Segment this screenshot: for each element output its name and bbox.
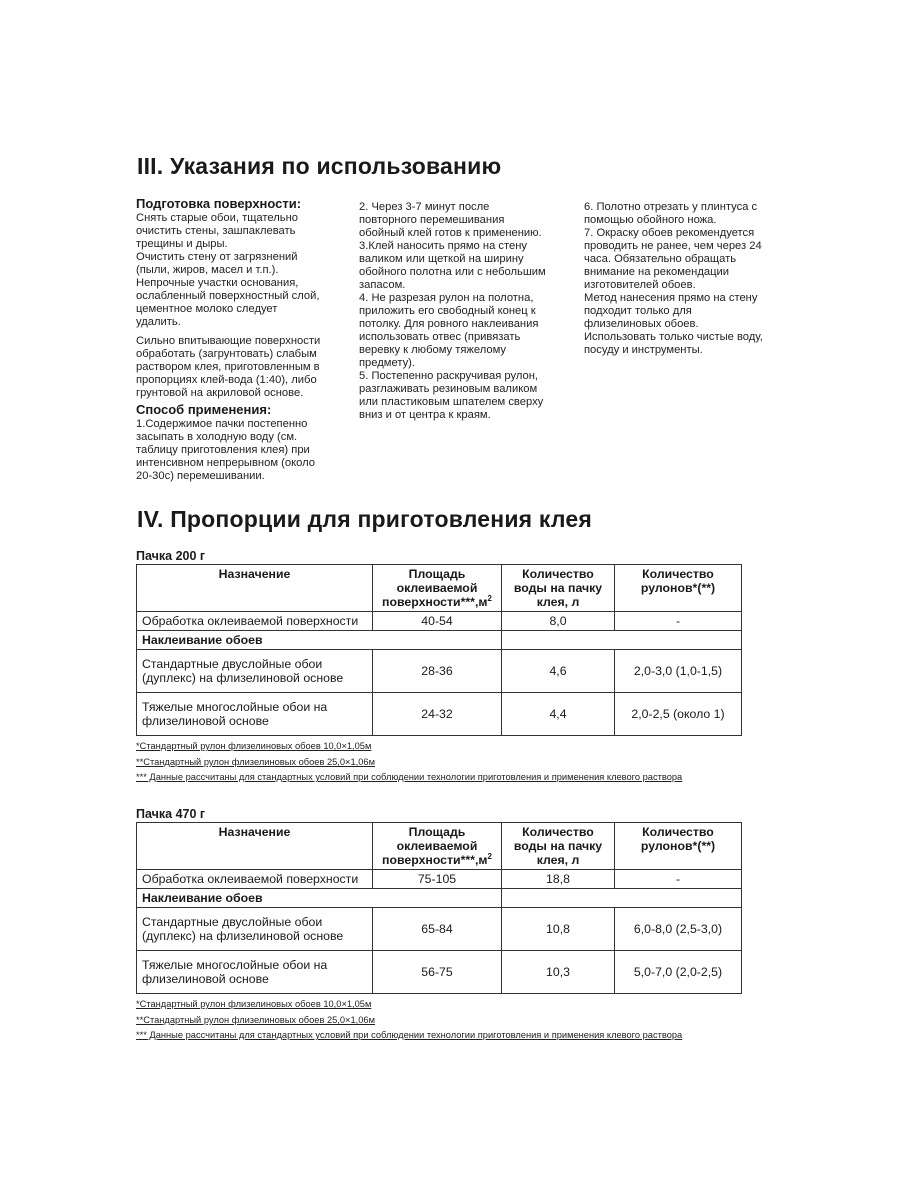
footnote-standard-roll-10: *Стандартный рулон флизелиновых обоев 10,0×1,05м xyxy=(136,741,372,751)
group-label: Наклеивание обоев xyxy=(137,889,502,908)
proportions-table-470 xyxy=(136,822,742,994)
primer-text: Сильно впитывающие поверхности обработать (загрунтовать) слабым раствором клея, приготовленным в пропорциях клей-вода (1:40), либо грунтовой на акриловой основе. xyxy=(136,335,321,399)
group-empty-cell xyxy=(502,889,742,908)
row-name: Обработка оклеиваемой поверхности xyxy=(137,870,373,889)
application-heading: Способ применения: xyxy=(136,402,272,417)
instructions-column-3 xyxy=(584,201,794,363)
row-area: 40-54 xyxy=(373,612,502,631)
table-header-row xyxy=(137,823,742,870)
pack-470-title: Пачка 470 г xyxy=(136,807,206,821)
row-area: 65-84 xyxy=(373,908,502,951)
row-area: 56-75 xyxy=(373,951,502,994)
group-empty-cell xyxy=(502,631,742,650)
row-water: 10,3 xyxy=(502,951,615,994)
row-water: 8,0 xyxy=(502,612,615,631)
group-label: Наклеивание обоев xyxy=(137,631,502,650)
group-row xyxy=(137,889,742,908)
row-water: 18,8 xyxy=(502,870,615,889)
application-steps-6-7: 6. Полотно отрезать у плинтуса с помощью обойного ножа. 7. Окраску обоев рекомендуется проводить не ранее, чем через 24 часа. Обязательно обращать внимание на рекомендации изготовителей обоев. Метод нанесения прямо на стену подходит только для флизелиновых обоев. Использовать только чистые воду, посуду и инструменты. xyxy=(584,201,763,356)
application-step-1: 1.Содержимое пачки постепенно засыпать в холодную воду (см. таблицу приготовления клея) при интенсивном непрерывном (около 20-30с) перемешивании. xyxy=(136,418,315,482)
header-area: Площадь оклеиваемой $поверхности***,м^2$ xyxy=(373,565,502,612)
header-rolls: Количество рулонов*(**) xyxy=(615,823,742,870)
row-rolls: 5,0-7,0 (2,0-2,5) xyxy=(615,951,742,994)
row-area: 24-32 xyxy=(373,693,502,736)
row-water: 10,8 xyxy=(502,908,615,951)
proportions-table-200 xyxy=(136,564,742,736)
table-row xyxy=(137,951,742,994)
row-name: Тяжелые многослойные обои на флизелиновой основе xyxy=(137,693,373,736)
table-row xyxy=(137,870,742,889)
application-steps-2-5: 2. Через 3-7 минут после повторного перемешивания обойный клей готов к применению. 3.Клей наносить прямо на стену валиком или щеткой на ширину обойного полотна или с небольшим запасом. 4. Не разрезая рулон на полотна, приложить его свободный конец к потолку. Для ровного наклеивания использовать отвес (привязать веревку к любому тяжелому предмету). 5. Постепенно раскручивая рулон, разглаживать резиновым валиком или пластиковым шпателем сверху вниз и от центра к краям. xyxy=(359,201,546,421)
row-rolls: 6,0-8,0 (2,5-3,0) xyxy=(615,908,742,951)
table-row xyxy=(137,612,742,631)
instructions-column-1 xyxy=(136,196,346,489)
row-rolls: - xyxy=(615,870,742,889)
footnote-standard-roll-25: **Стандартный рулон флизелиновых обоев 25,0×1,06м xyxy=(136,1015,375,1025)
header-purpose: Назначение xyxy=(137,823,373,870)
footnote-standard-roll-25: **Стандартный рулон флизелиновых обоев 25,0×1,06м xyxy=(136,757,375,767)
instructions-column-2 xyxy=(359,201,569,428)
row-name: Обработка оклеиваемой поверхности xyxy=(137,612,373,631)
header-water: Количество воды на пачку клея, л xyxy=(502,823,615,870)
table-row xyxy=(137,693,742,736)
surface-prep-heading: Подготовка поверхности: xyxy=(136,196,302,211)
row-name: Тяжелые многослойные обои на флизелиновой основе xyxy=(137,951,373,994)
row-rolls: 2,0-3,0 (1,0-1,5) xyxy=(615,650,742,693)
surface-prep-text: Снять старые обои, тщательно очистить стены, зашпаклевать трещины и дыры. Очистить стену от загрязнений (пыли, жиров, масел и т.п.). Непрочные участки основания, ослабленный поверхностный слой, цементное молоко следует удалить. xyxy=(136,212,320,328)
footnote-standard-roll-10: *Стандартный рулон флизелиновых обоев 10,0×1,05м xyxy=(136,999,372,1009)
group-row xyxy=(137,631,742,650)
section-4-title: IV. Пропорции для приготовления клея xyxy=(137,506,592,532)
row-water: 4,6 xyxy=(502,650,615,693)
row-name: Стандартные двуслойные обои (дуплекс) на флизелиновой основе xyxy=(137,650,373,693)
table-header-row xyxy=(137,565,742,612)
header-purpose: Назначение xyxy=(137,565,373,612)
section-3-title: III. Указания по использованию xyxy=(137,153,502,179)
row-area: 28-36 xyxy=(373,650,502,693)
pack-200-title: Пачка 200 г xyxy=(136,549,206,563)
header-water: Количество воды на пачку клея, л xyxy=(502,565,615,612)
table-row xyxy=(137,650,742,693)
row-name: Стандартные двуслойные обои (дуплекс) на флизелиновой основе xyxy=(137,908,373,951)
header-rolls: Количество рулонов*(**) xyxy=(615,565,742,612)
row-rolls: 2,0-2,5 (около 1) xyxy=(615,693,742,736)
row-rolls: - xyxy=(615,612,742,631)
table-row xyxy=(137,908,742,951)
footnote-standard-conditions: *** Данные рассчитаны для стандартных условий при соблюдении технологии приготовления и применения клевого раствора xyxy=(136,772,683,782)
row-area: 75-105 xyxy=(373,870,502,889)
row-water: 4,4 xyxy=(502,693,615,736)
header-area: Площадь оклеиваемой $поверхности***,м^2$ xyxy=(373,823,502,870)
footnote-standard-conditions: *** Данные рассчитаны для стандартных условий при соблюдении технологии приготовления и применения клевого раствора xyxy=(136,1030,683,1040)
